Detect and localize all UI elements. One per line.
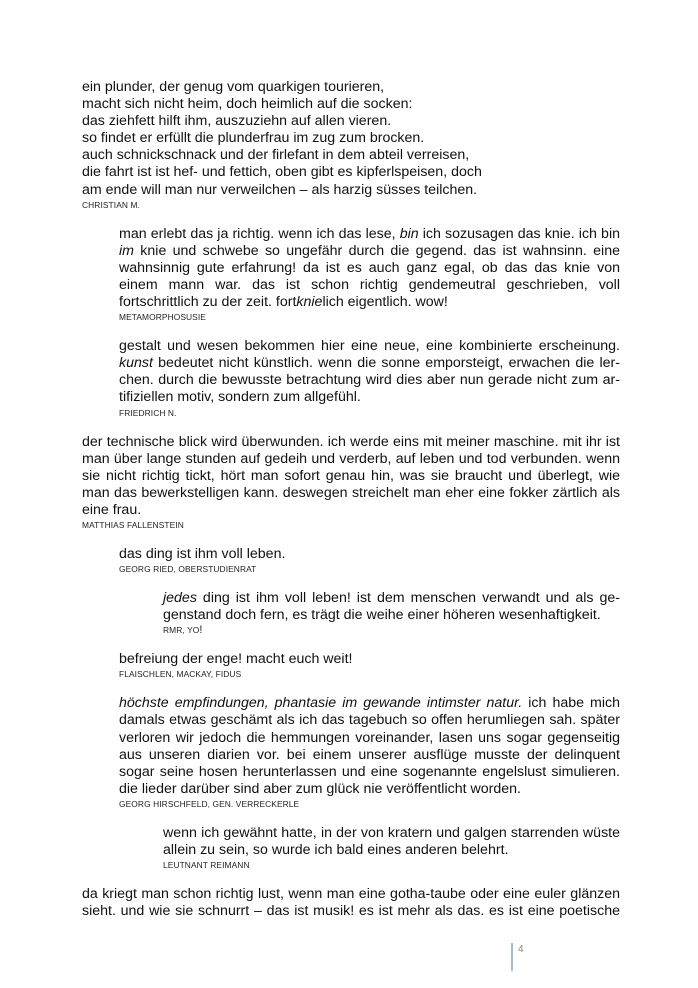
text-run: man erlebt das ja richtig. wenn ich das lese, (119, 225, 400, 242)
attribution: FRIEDRICH N. (119, 407, 177, 418)
attribution: MATTHIAS FALLENSTEIN (82, 519, 184, 530)
attribution: GEORG RIED, OBERSTUDIENRAT (119, 564, 257, 575)
attribution: LEUTNANT REIMANN (163, 860, 250, 871)
quote-text (119, 338, 620, 406)
emphasis: knie (296, 294, 323, 311)
emphasis: im (119, 242, 134, 259)
quote-block (163, 825, 620, 871)
attribution: GEORG HIRSCHFELD, GEN. VERRECKERLE (119, 798, 300, 809)
attribution: CHRISTIAN M. (82, 199, 140, 210)
page-number-text: 4 (518, 944, 524, 955)
quote-text (119, 226, 620, 311)
text-run: knie und schwebe so ungefähr durch die gegend. das ist wahnsinn. eine wahnsinnig gute erfahrung! da ist es auch ganz egal, ob das das knie von einem mann war. das ist schon richtig gendemeutral geschrieben, voll fortschrittlich zu der zeit. fort (119, 242, 620, 311)
text-run: ich sozusagen das knie. ich bin (418, 225, 620, 242)
quote-text: der technische blick wird überwunden. ich werde eins mit meiner maschine. mit ihr ist man über lange stunden auf gedeih und verderb, auf leben und tod verbunden. wenn sie nicht richtig tickt, hört man sofort genau hin, was sie braucht und überlegt, wie man das bewerkstelligen kann. deswegen streichelt man eher eine fokker zärtlich als eine frau. (82, 433, 620, 518)
quote-block (163, 590, 620, 636)
attribution: METAMORPHOSUSIE (119, 312, 206, 323)
text-run: bedeutet nicht künstlich. wenn die sonne emporsteigt, erwachen die lerchen. durch die bewusste betrachtung wird dies aber nun gerade nicht zum artifiziellen motiv, sondern zum allgefühl. (119, 355, 620, 406)
attribution (163, 625, 620, 636)
poem-line: das ziehfett hilft ihm, auszuziehn auf allen vieren. (82, 113, 392, 130)
quote-text (119, 695, 620, 798)
text-run: ich habe mich damals etwas geschämt als ich das tagebuch so offen herumliegen sah. später verloren wir jedoch die hemmungen voreinander, lasen uns sogar gegenseitig aus unseren diarien vor. bei einem unserer ausflüge musste der delinquent sogar seine hosen herunterlassen und eine sogenannte engelslust simulieren. die lieder darüber sind aber zum glück nie veröffentlicht worden. (119, 695, 620, 797)
quote-block (119, 338, 620, 418)
quote-text: das ding ist ihm voll leben. (119, 545, 286, 562)
emphasis: höchste empfindungen, phantasie im gewande intimster natur. (119, 695, 523, 712)
quote-block (119, 695, 620, 810)
text-run: lich eigentlich. wow! (322, 294, 448, 311)
quote-block (82, 434, 620, 531)
quote-text: wenn ich gewähnt hatte, in der von kratern und galgen starrenden wüste allein zu sein, so wurde ich bald eines anderen belehrt. (163, 824, 620, 858)
quote-block (119, 651, 620, 680)
page-number (511, 943, 524, 971)
quote-text: da kriegt man schon richtig lust, wenn man eine gotha-taube oder eine euler glänzen sieht. und wie sie schnurrt – das ist musik! es ist mehr als das. es ist eine poetische (82, 886, 620, 920)
quote-block (119, 546, 620, 575)
poem-line: macht sich nicht heim, doch heimlich auf die socken: (82, 96, 413, 113)
attribution: FLAISCHLEN, MACKAY, FIDUS (119, 669, 242, 680)
quote-block (82, 886, 620, 920)
poem-line: die fahrt ist ist hef- und fettich, oben gibt es kipferlspeisen, doch (82, 164, 482, 181)
emphasis: kunst (119, 355, 153, 372)
attribution-exclamation: ! (199, 624, 203, 637)
emphasis: jedes (163, 590, 197, 607)
attribution-text: RMR, YO (163, 625, 200, 636)
emphasis: bin (399, 225, 419, 242)
text-run: gestalt und wesen bekommen hier eine neue, eine kombinierte erscheinung. (119, 338, 620, 355)
poem-line: ein plunder, der genug vom quarkigen tourieren, (82, 79, 385, 95)
quote-text (163, 590, 620, 624)
poem (82, 79, 620, 199)
document-page (82, 79, 620, 920)
quote-text: befreiung der enge! macht euch weit! (119, 651, 353, 668)
poem-line: auch schnickschnack und der firlefant in dem abteil verreisen, (82, 147, 470, 164)
quote-block (119, 226, 620, 323)
text-run: ding ist ihm voll leben! ist dem menschen verwandt und als gegenstand doch fern, es trägt die weihe einer höheren wesenhaftigkeit. (163, 590, 620, 624)
poem-line: am ende will man nur verweilchen – als harzig süsses teilchen. (82, 181, 478, 198)
poem-line: so findet er erfüllt die plunderfrau im zug zum brocken. (82, 130, 425, 147)
